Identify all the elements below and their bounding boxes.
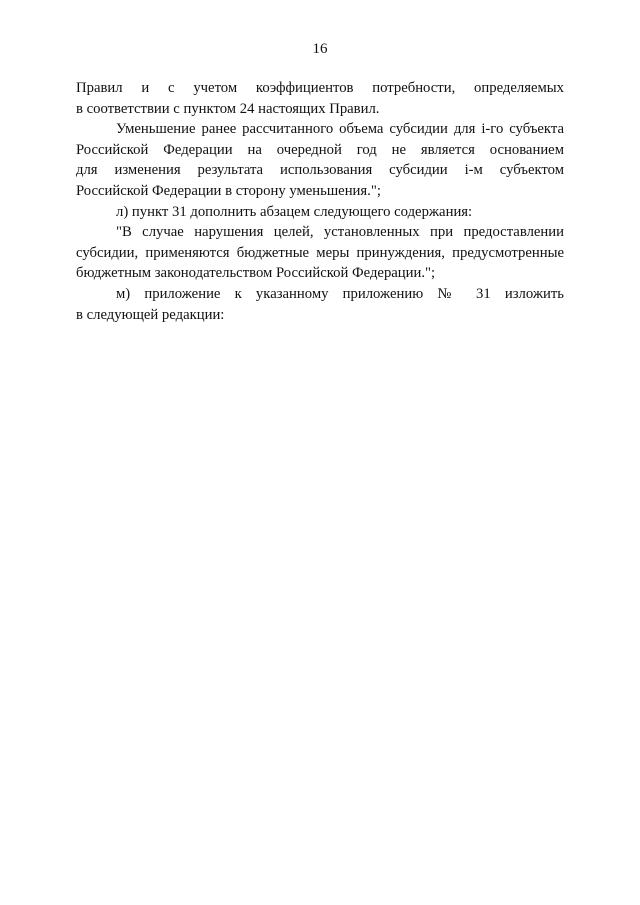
paragraph-quote <box>76 222 564 284</box>
paragraph-item-m <box>76 284 564 325</box>
paragraph-subsidy-reduction <box>76 119 564 201</box>
text-line: Правил и с учетом коэффициентов потребности, определяемых <box>76 80 564 96</box>
text-line: л) пункт 31 дополнить абзацем следующего содержания: <box>116 203 473 220</box>
text-line: бюджетным законодательством Российской Федерации."; <box>76 265 436 282</box>
paragraph-continuation <box>76 78 564 119</box>
text-line: Уменьшение ранее рассчитанного объема субсидии для i-го субъекта <box>116 121 564 138</box>
paragraph-item-l <box>76 202 564 223</box>
text-line: м) приложение к указанному приложению № 31 изложить <box>116 285 564 302</box>
text-line: для изменения результата использования субсидии i-м субъектом <box>76 162 564 179</box>
page-number: 16 <box>312 41 328 57</box>
text-line: "В случае нарушения целей, установленных при предоставлении <box>116 224 564 241</box>
text-line: Российской Федерации на очередной год не является основанием <box>76 141 564 158</box>
text-line: в соответствии с пунктом 24 настоящих Правил. <box>76 100 380 117</box>
text-line: Российской Федерации в сторону уменьшения."; <box>76 182 381 199</box>
document-body <box>76 78 564 325</box>
text-line: в следующей редакции: <box>76 306 225 323</box>
text-line: субсидии, применяются бюджетные меры принуждения, предусмотренные <box>76 244 564 261</box>
